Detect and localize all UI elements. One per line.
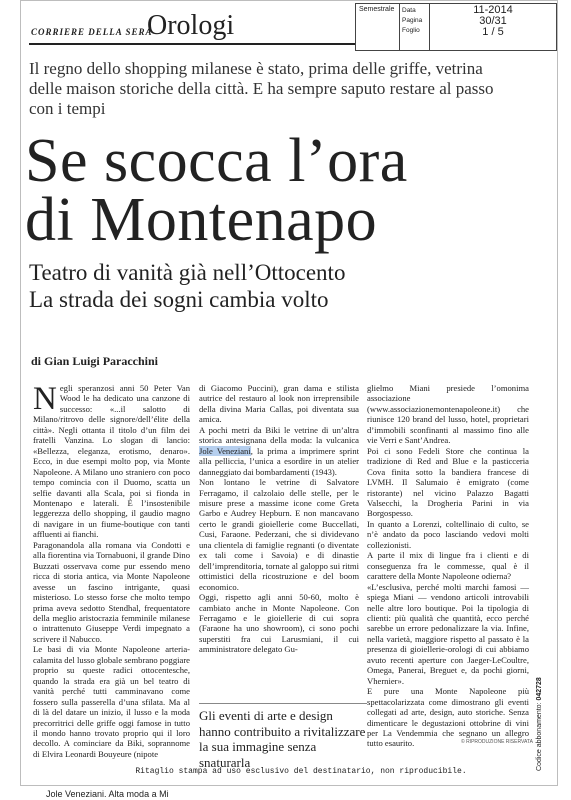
meta-values [430,4,556,52]
title-line-2: di Montenapo [25,186,378,254]
sheet-value: 1 / 5 [482,26,504,38]
paragraph: «L’esclusiva, perché molti marchi famosi — spiega Miani — vendono articoli introvabili nelle altre loro boutique. Poi la tipologia di clienti: più qualità che quantità, ecco perché sarebbe un errore pedonalizzare la via. Infine, nella varietà, maggiore rispetto al passato è la presenza di gioiellerie-orologi di cui abbiamo avuto recenti aperture con Jaeger-LeCoultre, Omega, Panerai, Breguet e, da pochi giorni, Vhernier». [367,581,529,686]
subtitle-line-1: Teatro di vanità già nell’Ottocento [29,260,346,285]
paragraph: E pure una Monte Napoleone più spettacolarizzata come dimostrano gli eventi collegati ad arte, design, auto storiche. Senza dimenticare le degustazioni ottobrine di vini per La Vendemmia che segnano un allegro tutto esaurito. [367,686,529,749]
text-column-1 [33,383,190,759]
subscription-code-value: 042728 [536,677,543,701]
text-column-2 [199,383,359,655]
drop-cap: N [33,381,57,417]
paragraph: glielmo Miani presiede l’omonima associazione (www.associazionemontenapoleone.it) che riunisce 120 brand del lusso, hotel, proprietari d’immobili sconfinanti al massimo fino alle vie Verri e Sant’Andrea. [367,383,529,446]
paragraph-text: A pochi metri da Biki le vetrine di un’altra storica antesignana della moda: la vulcanica [199,424,359,446]
image-caption: Jole Veneziani. Alta moda a Mi [46,789,169,799]
article-title [25,127,408,254]
paragraph: Oggi, rispetto agli anni 50-60, molto è cambiato anche in Monte Napoleone. Con Ferragamo e le gioiellerie di cui sopra (Faraone ha uno showroom), ci sono pochi superstiti fra cui Larusmiani, il cui amministratore delegato Gu- [199,592,359,655]
paragraph: Non lontano le vetrine di Salvatore Ferragamo, il calzolaio delle stelle, per le misure prese a massime icone come Greta Garbo e Audrey Hepburn. E non mancavano certo le grandi gioiellerie come Buccellati, Cusi, Faraone. Pederzani, che si dividevano una clientela di famiglie regnanti (o diventate ex tali come i Savoia) e di dinastie dell’imprenditoria, tornate al galoppo sui ritmi ottimistici della ricostruzione e del boom economico. [199,477,359,592]
reproduction-notice: Ritaglio stampa ad uso esclusivo del destinatario, non riproducibile. [135,767,467,776]
article-kicker: Il regno dello shopping milanese è stato, prima delle griffe, vetrina delle maison storiche della città. E ha sempre saputo restare al passo con i tempi [29,59,494,118]
highlighted-name[interactable]: Jole Veneziani [199,445,251,456]
paragraph [33,383,190,540]
clipping-metadata-box [355,3,557,51]
frequency-label: Semestrale [356,4,400,50]
article-subtitle [29,259,345,313]
byline: di Gian Luigi Paracchini [31,354,159,368]
subscription-code-label: Codice abbonamento: [536,702,543,771]
text-column-3 [367,383,529,749]
paragraph: di Giacomo Puccini), gran dama e stilista autrice del restauro al look non irreprensibile della divina Maria Callas, poi diventata sua amica. [199,383,359,425]
paragraph: In quanto a Lorenzi, coltellinaio di culto, se n’è andato da poco lasciando vedovi molti collezionisti. [367,518,529,550]
paragraph: A parte il mix di lingue fra i clienti e di conseguenza fra le commesse, qual è il carattere della Monte Napoleone odierna? [367,550,529,582]
paragraph: Poi ci sono Fedeli Store che continua la tradizione di Red and Blue e la pasticceria Cova finita sotto la bandiera francese di LVMH. Il Salumaio è emigrato (come ristorante) nel vicino Palazzo Bagatti Valsecchi, la Drogheria Parini in via Borgospesso. [367,445,529,519]
sheet-label: Foglio [402,27,420,34]
paragraph-text: egli speranzosi anni 50 Peter Van Wood le ha dedicato una canzone di successo: «...il salotto di Milano/ritrovo delle signore/dell’élite della città». Negli ottanta il titolo d’un film dei fratelli Vanzina. Lo slogan di lancio: «Bellezza, eleganza, erotismo, denaro». Ecco, in due esempi molto pop, via Monte Napoleone. A Milano uno straniero con poco tempo comincia con il Duomo, scatta un selfie davanti alla Scala, poi si fionda in Montenapo e laterali. È l’insostenibile leggerezza dello shopping, il gaudio magno di navigare in un fiume-boutique con tanti affluenti ai fianchi. [33,383,190,540]
paragraph: Paragonandola alla romana via Condotti e alla fiorentina via Tornabuoni, il grande Dino Buzzati osservava come pur essendo meno ricca di storia antica, via Monte Napoleone avesse un fascino intrigante, quasi misterioso. Lo stesso forse che molto tempo prima aveva sedotto Stendhal, frequentatore della meglio aristocrazia femminile milanese o intrattenuto Giuseppe Verdi impegnato a scrivere il Nabucco. [33,539,190,644]
date-label: Data [402,7,416,14]
meta-labels [400,4,430,50]
press-clipping [20,0,558,786]
section-name: Orologi [147,10,235,41]
paragraph [199,425,359,477]
pull-quote: Gli eventi di arte e design hanno contribuito a rivitalizzare la sua immagine senza snaturarla [199,703,367,770]
subscription-code [536,677,543,771]
copyright-notice: © RIPRODUZIONE RISERVATA [461,739,533,745]
subtitle-line-2: La strada dei sogni cambia volto [29,287,329,312]
date-value: 11-2014 [473,4,513,16]
title-line-1: Se scocca l’ora [25,127,408,195]
masthead [29,5,355,45]
page-label: Pagina [402,17,423,24]
masthead-rule [29,43,355,45]
page-value: 30/31 [479,15,507,27]
paragraph: Le basi di via Monte Napoleone arteria-calamita del lusso globale sembrano poggiare proprio su queste radici ottocentesche, quando la strada era già un bel teatro di vanità perché tutti camminavano come fossero sulla passerella d’una sfilata. Ma al di là del datare un inizio, il lusso e la moda precorritrici delle griffe oggi famose in tutto il mondo hanno trovato proprio qui il loro decollo. A cominciare da Biki, soprannome di Elvira Leonardi Bouyeure (nipote [33,644,190,759]
publication-name: CORRIERE DELLA SERA [31,27,153,37]
paragraph-text: , la prima a imprimere sprint alla pelliccia, l’unica a esordire in un atelier danneggiato dai bombardamenti (1943). [199,445,360,477]
